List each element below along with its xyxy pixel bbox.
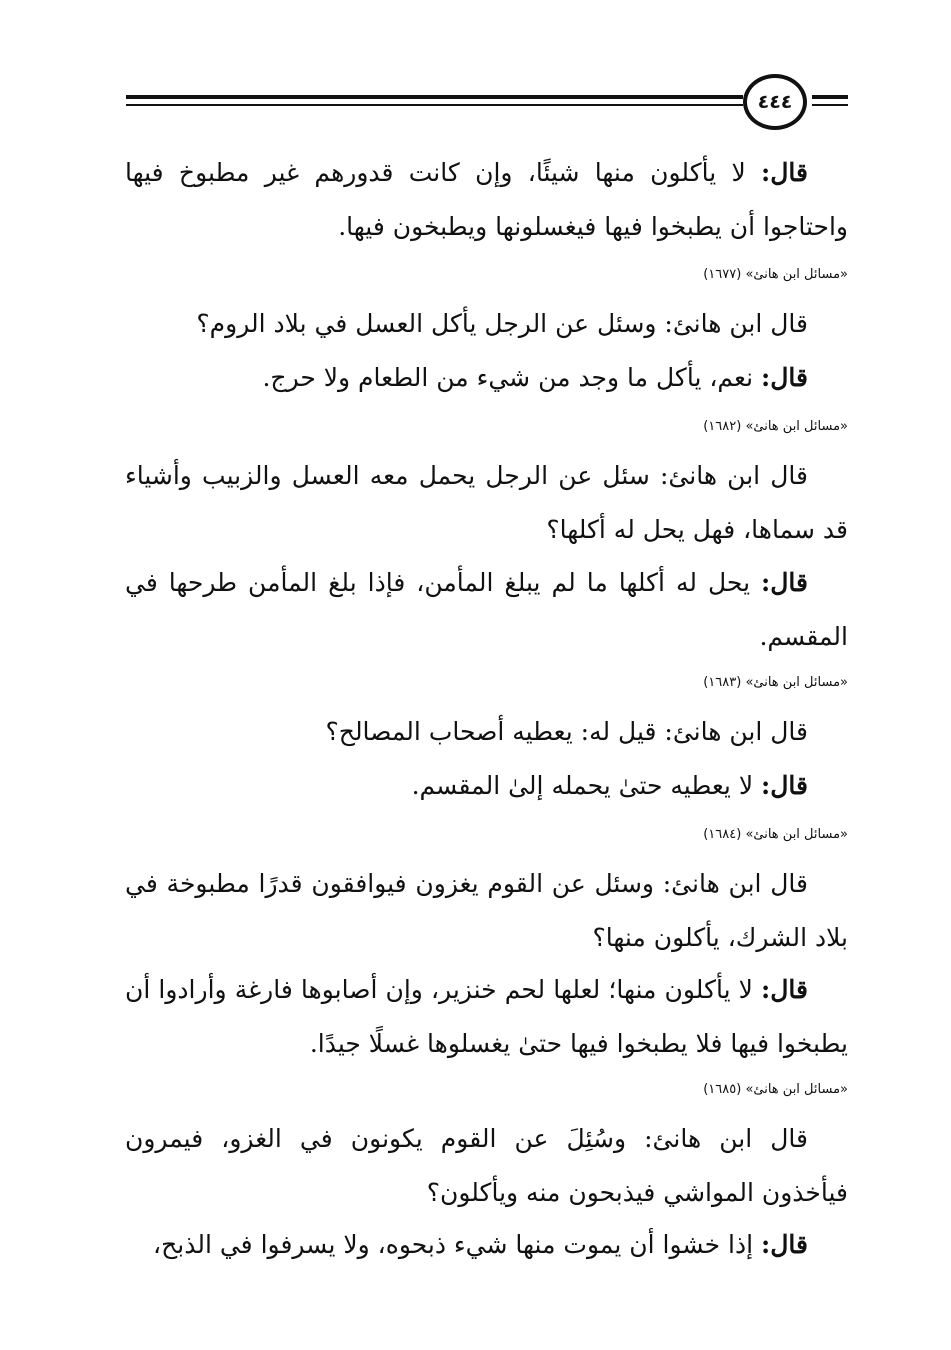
answer-label: قال: (761, 975, 808, 1004)
answer-label: قال: (761, 1230, 808, 1259)
question-paragraph: قال ابن هانئ: قيل له: يعطيه أصحاب المصالح؟ (325, 717, 808, 746)
answer-text: نعم، يأكل ما وجد من شيء من الطعام ولا حرج. (262, 363, 762, 392)
header-rule-stub (812, 95, 848, 99)
answer-paragraph (125, 556, 848, 664)
answer-paragraph (125, 146, 848, 254)
answer-text: لا يأكلون منها؛ لعلها لحم خنزير، وإن أصابوها فارغة وأرادوا أن يطبخوا فيها فلا يطبخوا فيها حتىٰ يغسلوها غسلًا جيدًا. (125, 975, 848, 1058)
question-paragraph: قال ابن هانئ: سئل عن الرجل يحمل معه العسل والزبيب وأشياء قد سماها، فهل يحل له أكلها؟ (125, 461, 848, 544)
question-paragraph: قال ابن هانئ: وسئل عن القوم يغزون فيوافقون قدرًا مطبوخة في بلاد الشرك، يأكلون منها؟ (125, 869, 848, 952)
header-rule-stub-thin (812, 104, 848, 106)
source-reference: «مسائل ابن هانئ» (١٦٨٢) (703, 419, 848, 434)
answer-paragraph (125, 963, 848, 1071)
header-rule-thin (126, 104, 743, 106)
source-reference: «مسائل ابن هانئ» (١٦٧٧) (703, 267, 848, 282)
source-reference: «مسائل ابن هانئ» (١٦٨٣) (703, 675, 848, 690)
answer-paragraph (125, 1218, 848, 1272)
question-paragraph: قال ابن هانئ: وسُئِلَ عن القوم يكونون في الغزو، فيمرون فيأخذون المواشي فيذبحون منه ويأكلون؟ (125, 1124, 848, 1207)
answer-label: قال: (761, 568, 808, 597)
page-number: ٤٤٤ (743, 74, 807, 130)
header-rule-thick (126, 95, 743, 99)
answer-text: لا يأكلون منها شيئًا، وإن كانت قدورهم غير مطبوخ فيها واحتاجوا أن يطبخوا فيها فيغسلونها ويطبخون فيها. (125, 158, 848, 241)
answer-text: إذا خشوا أن يموت منها شيء ذبحوه، ولا يسرفوا في الذبح، (153, 1230, 762, 1259)
answer-paragraph (125, 759, 848, 813)
answer-text: يحل له أكلها ما لم يبلغ المأمن، فإذا بلغ المأمن طرحها في المقسم. (125, 568, 848, 651)
source-reference: «مسائل ابن هانئ» (١٦٨٤) (703, 827, 848, 842)
answer-label: قال: (761, 771, 808, 800)
source-reference: «مسائل ابن هانئ» (١٦٨٥) (703, 1082, 848, 1097)
answer-label: قال: (761, 363, 808, 392)
answer-paragraph (125, 351, 848, 405)
answer-label: قال: (761, 158, 808, 187)
question-paragraph: قال ابن هانئ: وسئل عن الرجل يأكل العسل في بلاد الروم؟ (196, 309, 808, 338)
answer-text: لا يعطيه حتىٰ يحمله إلىٰ المقسم. (411, 771, 762, 800)
